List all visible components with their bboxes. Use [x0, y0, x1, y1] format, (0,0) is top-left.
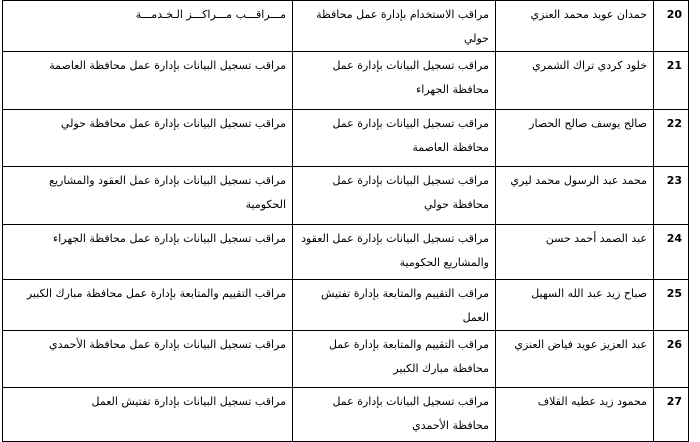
- table-row: [3, 331, 689, 388]
- row-number: 23: [654, 167, 689, 225]
- row-number: 25: [654, 280, 689, 331]
- table-row: [3, 167, 689, 225]
- table-row: [3, 388, 689, 442]
- employee-name: عبد العزيز عويد فياض العنزي: [496, 331, 654, 388]
- employee-name: عبد الصمد أحمد حسن: [496, 225, 654, 280]
- row-number: 20: [654, 1, 689, 52]
- previous-position: مراقب تسجيل البيانات بإدارة عمل محافظة الأحمدي: [3, 331, 293, 388]
- table-row: [3, 280, 689, 331]
- previous-position: مـــراقـــب مـــراكـــز الـخـدمـــة: [3, 1, 293, 52]
- previous-position: مراقب تسجيل البيانات بإدارة عمل العقود والمشاريع الحكومية: [3, 167, 293, 225]
- row-number: 21: [654, 52, 689, 110]
- assignments-table: [2, 0, 689, 442]
- employee-name: صباح زيد عبد الله السهيل: [496, 280, 654, 331]
- table-row: [3, 52, 689, 110]
- employee-name: صالح يوسف صالح الحصار: [496, 110, 654, 167]
- current-position: مراقب تسجيل البيانات بإدارة عمل العقود والمشاريع الحكومية: [293, 225, 496, 280]
- table-row: [3, 1, 689, 52]
- employee-name: خلود كردي تراك الشمري: [496, 52, 654, 110]
- current-position: مراقب تسجيل البيانات بإدارة عمل محافظة حولي: [293, 167, 496, 225]
- current-position: مراقب التقييم والمتابعة بإدارة تفتيش العمل: [293, 280, 496, 331]
- previous-position: مراقب تسجيل البيانات بإدارة عمل محافظة حولي: [3, 110, 293, 167]
- current-position: مراقب الاستخدام بإدارة عمل محافظة حولي: [293, 1, 496, 52]
- row-number: 27: [654, 388, 689, 442]
- table-row: [3, 225, 689, 280]
- current-position: مراقب تسجيل البيانات بإدارة عمل محافظة الجهراء: [293, 52, 496, 110]
- table-row: [3, 110, 689, 167]
- row-number: 22: [654, 110, 689, 167]
- employee-name: محمد عبد الرسول محمد ليري: [496, 167, 654, 225]
- current-position: مراقب التقييم والمتابعة بإدارة عمل محافظة مبارك الكبير: [293, 331, 496, 388]
- current-position: مراقب تسجيل البيانات بإدارة عمل محافظة العاصمة: [293, 110, 496, 167]
- row-number: 26: [654, 331, 689, 388]
- employee-name: حمدان عويد محمد العنزي: [496, 1, 654, 52]
- employee-name: محمود زيد عطيه القلاف: [496, 388, 654, 442]
- current-position: مراقب تسجيل البيانات بإدارة عمل محافظة الأحمدي: [293, 388, 496, 442]
- previous-position: مراقب تسجيل البيانات بإدارة عمل محافظة الجهراء: [3, 225, 293, 280]
- row-number: 24: [654, 225, 689, 280]
- previous-position: مراقب تسجيل البيانات بإدارة عمل محافظة العاصمة: [3, 52, 293, 110]
- previous-position: مراقب التقييم والمتابعة بإدارة عمل محافظة مبارك الكبير: [3, 280, 293, 331]
- previous-position: مراقب تسجيل البيانات بإدارة تفتيش العمل: [3, 388, 293, 442]
